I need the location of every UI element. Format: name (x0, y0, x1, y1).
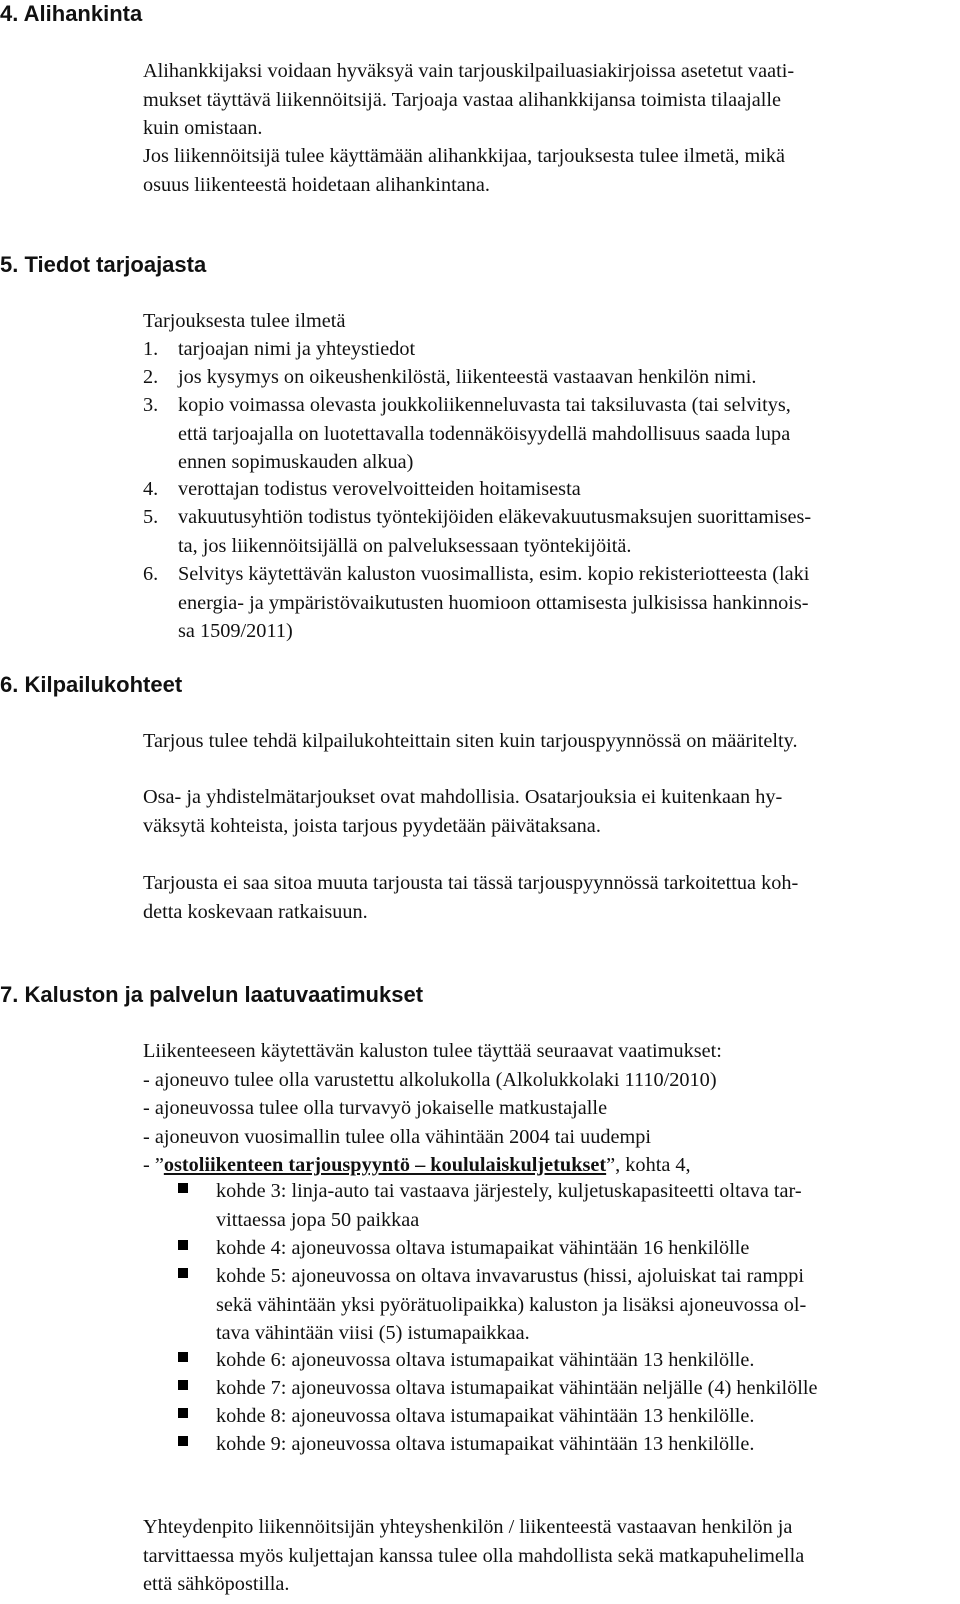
list-item: kopio voimassa olevasta joukkoliikenneluvasta tai taksiluvasta (tai selvitys, että tarjoajalla on luotettavalla todennäköisyydellä mahdollisuus saada lupa ennen sopimuskauden alkua) (178, 394, 791, 473)
requirement-line: - ”ostoliikenteen tarjouspyyntö – koululaiskuljetukset”, kohta 4, (143, 1154, 691, 1176)
requirement-line: - ajoneuvo tulee olla varustettu alkolukolla (Alkolukkolaki 1110/2010) (143, 1068, 717, 1091)
list-item: Selvitys käytettävän kaluston vuosimallista, esim. kopio rekisteriotteesta (laki energia- ja ympäristövaikutusten huomioon ottamisesta julkisissa hankinnois- sa 1509/2011) (178, 563, 810, 642)
section-6-paragraph-3: Tarjousta ei saa sitoa muuta tarjousta tai tässä tarjouspyynnössä tarkoitettua koh- detta koskevaan ratkaisuun. (143, 872, 799, 923)
list-item: jos kysymys on oikeushenkilöstä, liikenteestä vastaavan henkilön nimi. (178, 366, 757, 388)
section-7-intro: Liikenteeseen käytettävän kaluston tulee täyttää seuraavat vaatimukset: (143, 1040, 722, 1062)
section-6-paragraph-1: Tarjous tulee tehdä kilpailukohteittain siten kuin tarjouspyynnössä on määritelty. (143, 730, 798, 752)
list-item: vakuutusyhtiön todistus työntekijöiden eläkevakuutusmaksujen suorittamises- ta, jos liikennöitsijällä on palveluksessaan työntekijöitä. (178, 506, 812, 557)
section-4-heading: 4. Alihankinta (0, 1, 143, 26)
section-7-requirements (143, 1037, 722, 1180)
list-number: 1. (143, 338, 159, 360)
list-item: kohde 8: ajoneuvossa oltava istumapaikat vähintään 13 henkilölle. (216, 1405, 755, 1427)
list-item: kohde 6: ajoneuvossa oltava istumapaikat vähintään 13 henkilölle. (216, 1349, 755, 1371)
list-item: kohde 3: linja-auto tai vastaava järjestely, kuljetuskapasiteetti oltava tar- vittaessa jopa 50 paikkaa (216, 1180, 802, 1231)
section-4-paragraph-1: Alihankkijaksi voidaan hyväksyä vain tarjouskilpailuasiakirjoissa asetetut vaati- mukset täyttävä liikennöitsijä. Tarjoaja vastaa alihankkijansa toimista tilaajalle kuin omistaan. (143, 60, 795, 139)
section-6-heading: 6. Kilpailukohteet (0, 672, 183, 697)
bullet-square-icon (178, 1352, 188, 1362)
list-item: kohde 5: ajoneuvossa on oltava invavarustus (hissi, ajoluiskat tai ramppi sekä vähintään yksi pyörätuolipaikka) kaluston ja lisäksi ajoneuvossa ol- tava vähintään viisi (5) istumapaikkaa. (216, 1265, 807, 1344)
list-number: 4. (143, 478, 159, 500)
list-number: 6. (143, 563, 159, 585)
list-item: verottajan todistus verovelvoitteiden hoitamisesta (178, 478, 581, 500)
section-4-paragraph-2: Jos liikennöitsijä tulee käyttämään alihankkijaa, tarjouksesta tulee ilmetä, mikä osuus liikenteestä hoidetaan alihankintana. (143, 145, 786, 196)
list-item: kohde 9: ajoneuvossa oltava istumapaikat vähintään 13 henkilölle. (216, 1433, 755, 1455)
bullet-square-icon (178, 1436, 188, 1446)
bullet-square-icon (178, 1380, 188, 1390)
section-6-paragraph-2: Osa- ja yhdistelmätarjoukset ovat mahdollisia. Osatarjouksia ei kuitenkaan hy- väksytä kohteista, joista tarjous pyydetään päivätaksana. (143, 786, 783, 837)
list-item: tarjoajan nimi ja yhteystiedot (178, 338, 416, 360)
requirement-line: - ajoneuvon vuosimallin tulee olla vähintään 2004 tai uudempi (143, 1125, 652, 1148)
list-number: 3. (143, 394, 159, 416)
section-5-intro: Tarjouksesta tulee ilmetä (143, 310, 346, 332)
list-item: kohde 4: ajoneuvossa oltava istumapaikat vähintään 16 henkilölle (216, 1237, 750, 1259)
bullet-square-icon (178, 1408, 188, 1418)
bullet-square-icon (178, 1240, 188, 1250)
requirement-line: - ajoneuvossa tulee olla turvavyö jokaiselle matkustajalle (143, 1097, 608, 1119)
bullet-square-icon (178, 1183, 188, 1193)
list-item: kohde 7: ajoneuvossa oltava istumapaikat vähintään neljälle (4) henkilölle (216, 1377, 818, 1399)
section-5-heading: 5. Tiedot tarjoajasta (0, 252, 207, 277)
list-number: 5. (143, 506, 159, 528)
section-7-closing-paragraph: Yhteydenpito liikennöitsijän yhteyshenkilön / liikenteestä vastaavan henkilön ja tarvittaessa myös kuljettajan kanssa tulee olla mahdollista sekä matkapuhelimella että sähköpostilla. (143, 1516, 805, 1595)
list-number: 2. (143, 366, 159, 388)
section-7-heading: 7. Kaluston ja palvelun laatuvaatimukset (0, 982, 424, 1007)
bullet-square-icon (178, 1268, 188, 1278)
document-reference: ostoliikenteen tarjouspyyntö – koululaiskuljetukset (163, 1154, 607, 1176)
